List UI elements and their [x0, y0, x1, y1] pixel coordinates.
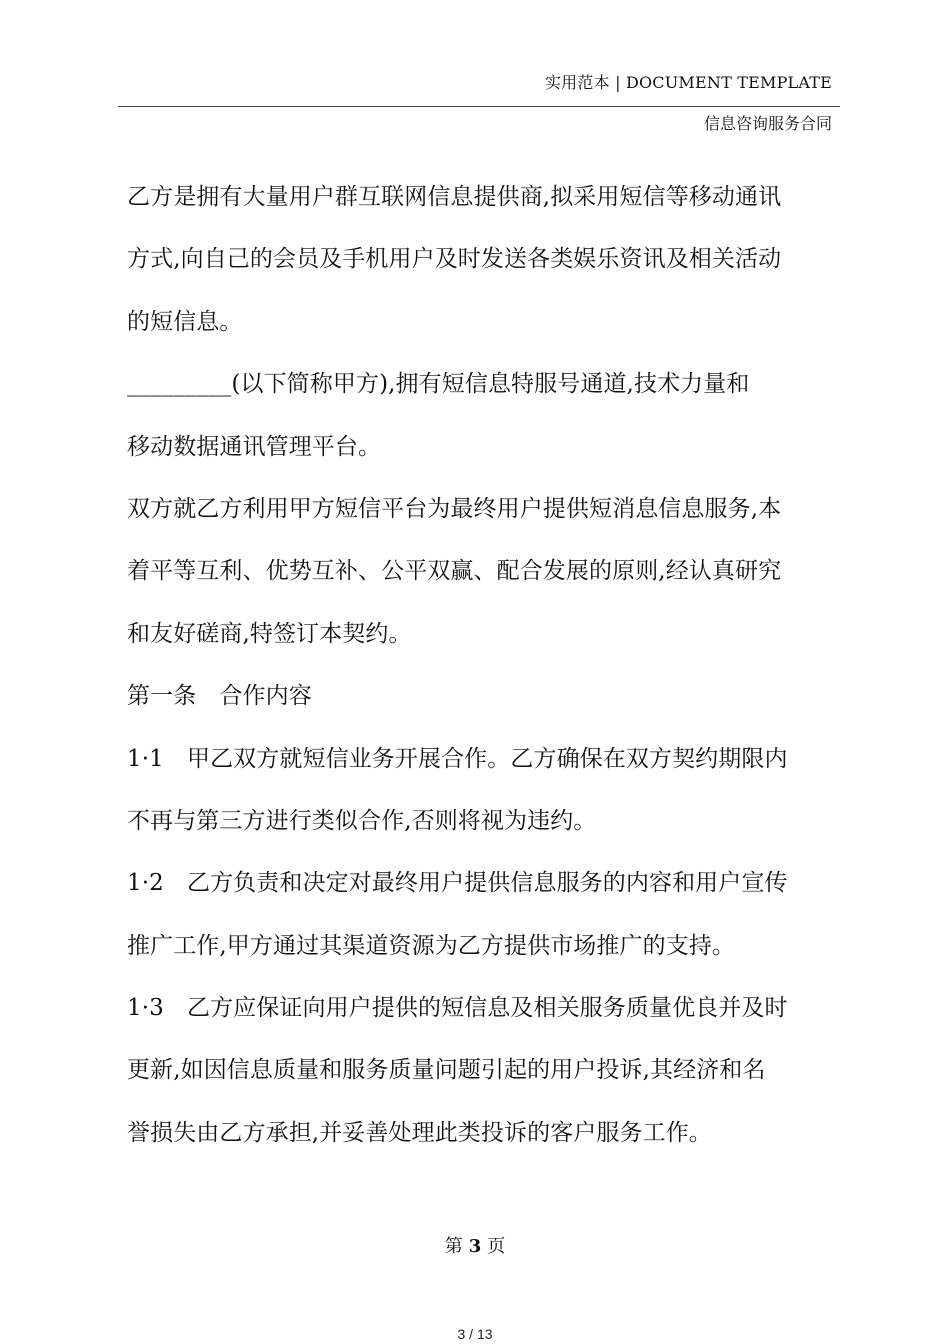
body-line: 推广工作,甲方通过其渠道资源为乙方提供市场推广的支持。	[127, 932, 736, 959]
body-line: 更新,如因信息质量和服务质量问题引起的用户投诉,其经济和名	[127, 1057, 766, 1084]
footer-suffix: 页	[487, 1236, 506, 1257]
document-subtitle: 信息咨询服务合同	[703, 114, 832, 133]
page-footer	[0, 1232, 950, 1258]
page-number: 3	[468, 1236, 482, 1257]
body-line: 方式,向自己的会员及手机用户及时发送各类娱乐资讯及相关活动	[127, 246, 782, 273]
body-line: 双方就乙方利用甲方短信平台为最终用户提供短消息信息服务,本	[127, 495, 782, 522]
body-line: 的短信息。	[127, 308, 243, 335]
body-line: 乙方是拥有大量用户群互联网信息提供商,拟采用短信等移动通讯	[127, 184, 782, 210]
body-line: 不再与第三方进行类似合作,否则将视为违约。	[127, 807, 597, 834]
body-line: 1·3 乙方应保证向用户提供的短信息及相关服务质量优良并及时	[127, 995, 788, 1022]
footer-prefix: 第	[444, 1236, 463, 1257]
body-line: _________(以下简称甲方),拥有短信息特服号通道,技术力量和	[127, 371, 750, 398]
pdf-page-counter: 3 / 13	[457, 1326, 493, 1342]
body-line: 1·1 甲乙双方就短信业务开展合作。乙方确保在双方契约期限内	[127, 745, 788, 772]
body-line: 和友好磋商,特签订本契约。	[127, 620, 412, 647]
header-divider	[118, 106, 840, 107]
body-line: 誉损失由乙方承担,并妥善处理此类投诉的客户服务工作。	[127, 1119, 712, 1146]
body-line: 1·2 乙方负责和决定对最终用户提供信息服务的内容和用户宣传	[127, 870, 788, 897]
body-line: 着平等互利、优势互补、公平双赢、配合发展的原则,经认真研究	[127, 558, 782, 585]
header-title: 实用范本 | DOCUMENT TEMPLATE	[544, 73, 832, 92]
article-heading: 第一条 合作内容	[127, 683, 312, 710]
body-line: 移动数据通讯管理平台。	[127, 433, 382, 460]
contract-body	[127, 166, 843, 1164]
